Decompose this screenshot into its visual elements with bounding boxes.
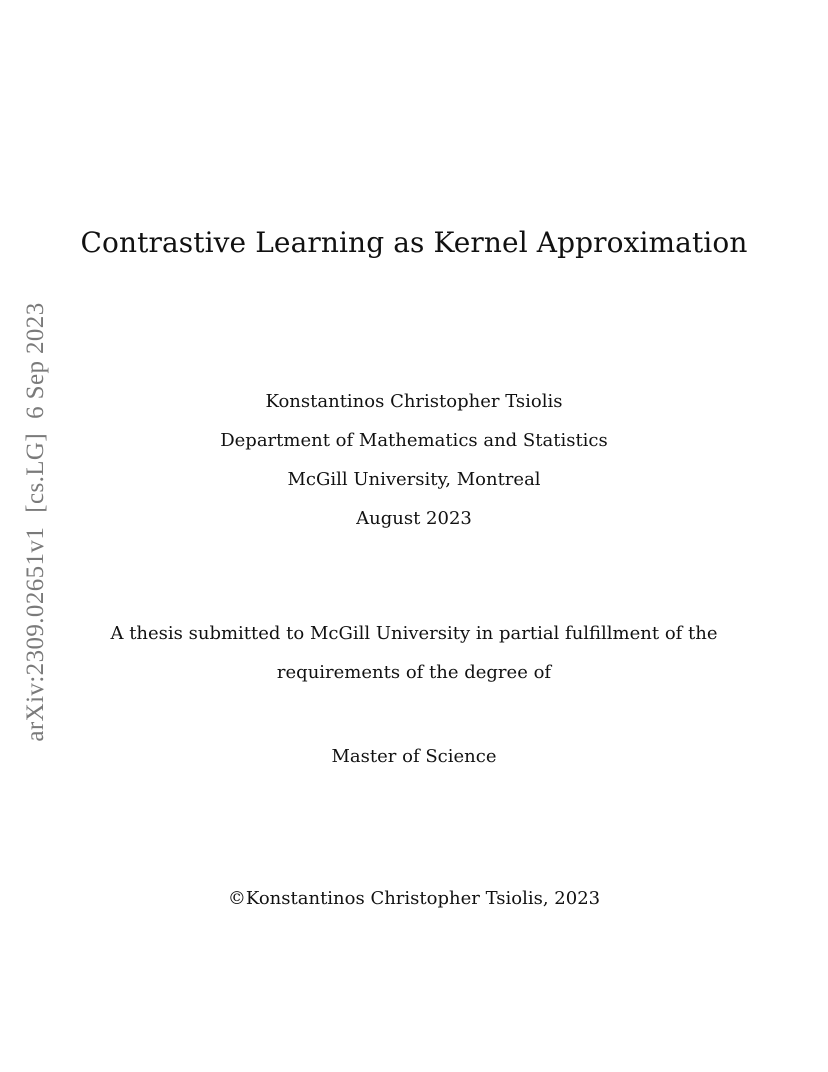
author-name: Konstantinos Christopher Tsiolis (265, 391, 563, 412)
degree-name: Master of Science (331, 746, 497, 767)
institution: McGill University, Montreal (287, 469, 541, 490)
arxiv-identifier: arXiv:2309.02651v1 (22, 526, 49, 742)
submission-statement (0, 614, 828, 692)
submission-date: August 2023 (356, 508, 472, 529)
arxiv-date: 6 Sep 2023 (22, 302, 49, 419)
thesis-title: Contrastive Learning as Kernel Approximation (80, 226, 748, 259)
arxiv-category: [cs.LG] (22, 432, 49, 513)
department: Department of Mathematics and Statistics (220, 430, 608, 451)
statement-line-1: A thesis submitted to McGill University in partial fulfillment of the (110, 623, 718, 644)
statement-line-2: requirements of the degree of (276, 662, 552, 683)
copyright-notice: ©Konstantinos Christopher Tsiolis, 2023 (227, 888, 601, 909)
author-block (0, 382, 828, 538)
